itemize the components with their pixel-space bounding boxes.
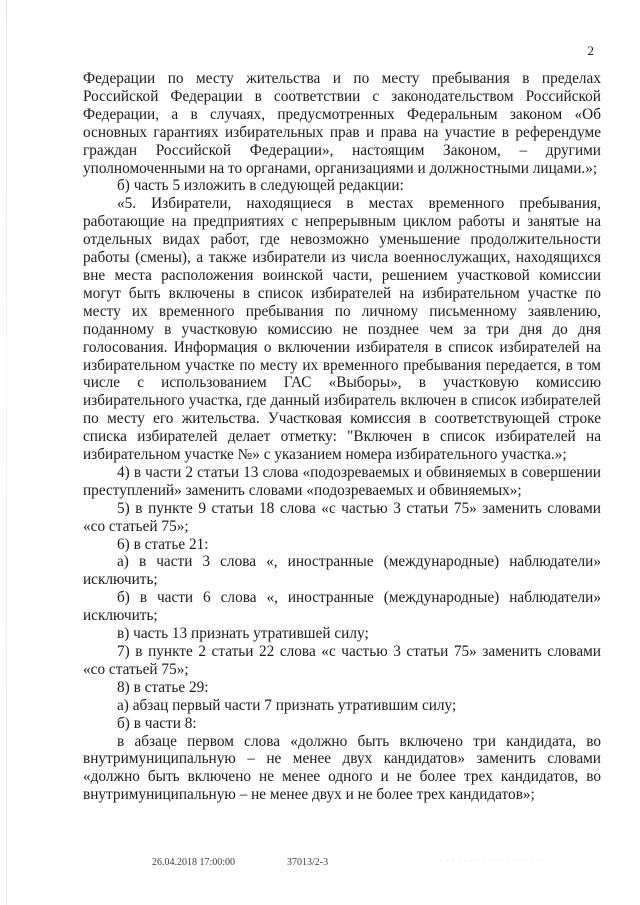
paragraph-item-8b: б) в части 8: <box>117 714 197 732</box>
paragraph-item-8: 8) в статье 29: <box>117 678 209 696</box>
document-body <box>83 70 601 804</box>
page-number: 2 <box>587 43 594 58</box>
paragraph-item-6: 6) в статье 21: <box>117 535 209 553</box>
footer-timestamp: 26.04.2018 17:00:00 <box>152 857 236 868</box>
paragraph-item-6a: а) в части 3 слова «, иностранные (международные) наблюдатели» исключить; <box>83 553 601 589</box>
paragraph-item-6v: в) часть 13 признать утратившей силу; <box>117 625 369 643</box>
paragraph-item-8a: а) абзац первый части 7 признать утратившим силу; <box>117 696 457 714</box>
scan-noise-mark: · · · · · · · · · · · · · · · · · <box>440 857 541 865</box>
paragraph-continuation: Федерации по месту жительства и по месту пребывания в пределах Российской Федерации в соответствии с законодательством Российской Федерации, а в случаях, предусмотренных Федеральным законом «Об основных гарантиях избирательных прав и права на участие в референдуме граждан Российской Федерации», настоящим Законом, – другими уполномоченными на то органами, организациями и должностными лицами.»; <box>83 70 601 177</box>
paragraph-abzac: в абзаце первом слова «должно быть включено три кандидата, во внутримуниципальную – не менее двух кандидатов» заменить словами «должно быть включено не менее одного и не более трех кандидатов, во внутримуниципальную – не менее двух и не более трех кандидатов»; <box>83 732 601 804</box>
paragraph-item-7: 7) в пункте 2 статьи 22 слова «с частью 3 статьи 75» заменить словами «со статьей 75»; <box>83 643 601 678</box>
paragraph-item-4: 4) в части 2 статьи 13 слова «подозреваемых и обвиняемых в совершении преступлений» заменить словами «подозреваемых и обвиняемых»; <box>83 463 601 499</box>
paragraph-item-6b: б) в части 6 слова «, иностранные (международные) наблюдатели» исключить; <box>83 589 601 625</box>
footer-document-code: 37013/2-3 <box>287 857 329 868</box>
paragraph-part-5: «5. Избиратели, находящиеся в местах временного пребывания, работающие на предприятиях с непрерывным циклом работы и занятые на отдельных видах работ, где невозможно уменьшение продолжительности работы (смены), а также избиратели из числа военнослужащих, находящихся вне места расположения воинской части, решением участковой комиссии могут быть включены в список избирателей на избирательном участке по месту их временного пребывания по личному письменному заявлению, поданному в участковую комиссию не позднее чем за три дня до дня голосования. Информация о включении избирателя в список избирателей на избирательном участке по месту их временного пребывания передается, в том числе с использованием ГАС «Выборы», в участковую комиссию избирательного участка, где данный избиратель включен в список избирателей по месту его жительства. Участковая комиссия в соответствующей строке списка избирателей делает отметку: "Включен в список избирателей на избирательном участке №» с указанием номера избирательного участка.»; <box>83 195 601 464</box>
paragraph-item-b: б) часть 5 изложить в следующей редакции: <box>117 177 404 195</box>
scan-edge <box>6 0 7 905</box>
paragraph-item-5: 5) в пункте 9 статьи 18 слова «с частью 3 статьи 75» заменить словами «со статьей 75»; <box>83 499 601 535</box>
